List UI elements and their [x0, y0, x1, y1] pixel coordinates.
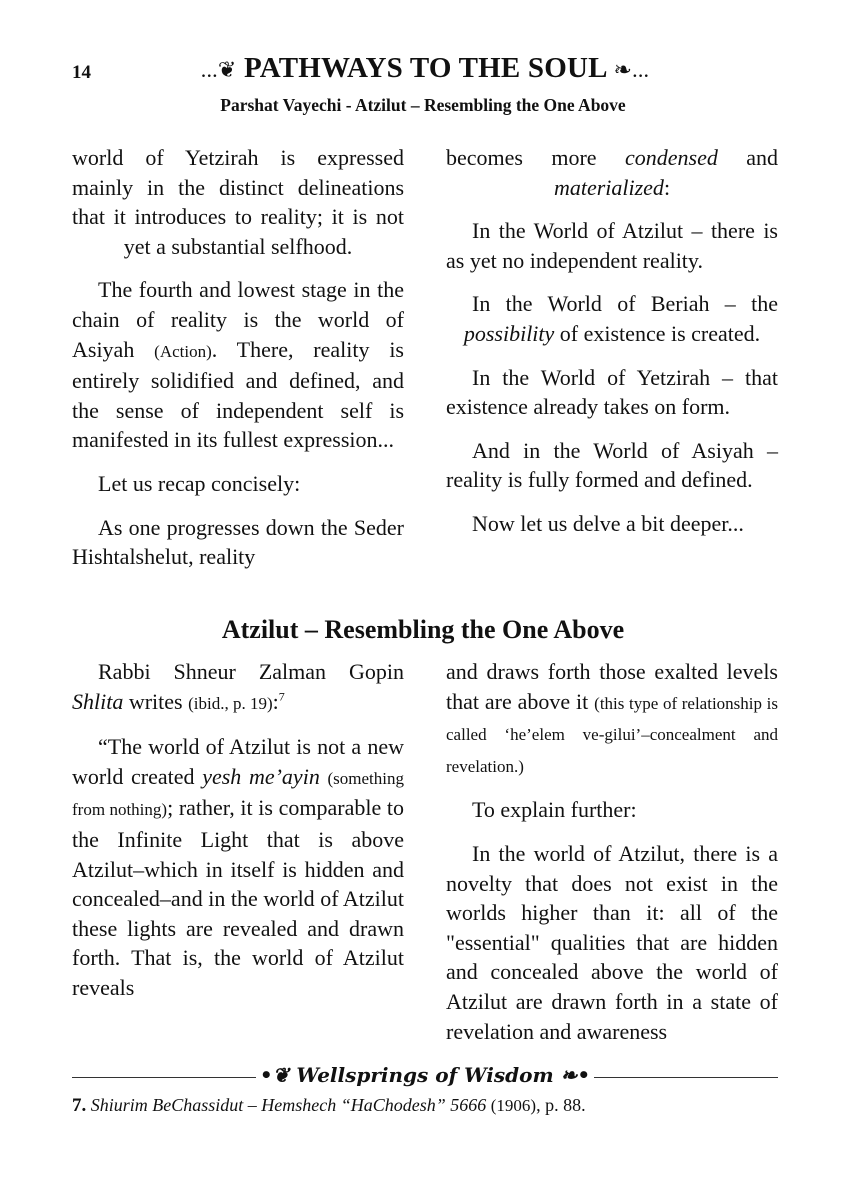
- paragraph: [446, 657, 778, 781]
- text-segment: Let us recap concisely:: [98, 470, 301, 496]
- bottom-right-column: [446, 657, 778, 1060]
- text-segment: Rabbi Shneur Zalman Gopin: [98, 659, 404, 684]
- text-segment: In the world of Atzilut, there is a novelty that does not exist in the worlds higher than it: all of the "essential" qualities that are hidden and concealed above the world of Atzilut are drawn forth in a state of revelation and awareness: [446, 840, 778, 1044]
- text-segment: writes: [123, 688, 189, 714]
- paragraph: [72, 732, 404, 1002]
- footnote-title: Shiurim BeChassidut – Hemshech “HaChodesh” 5666: [90, 1095, 487, 1115]
- paragraph: [446, 289, 778, 348]
- text-segment: ; rather, it is comparable to the Infinite Light that is above Atzilut–which in itself is hidden and concealed–and in the world of Atzilut these lights are revealed and drawn forth. That is, the world of Atzilut reveals: [72, 795, 404, 1000]
- footer-ornament-right-icon: ❧•: [560, 1063, 591, 1087]
- footer-divider: [72, 1065, 778, 1089]
- paragraph: [72, 275, 404, 455]
- text-segment: And in the World of Asiyah – reality is fully formed and defined.: [446, 437, 778, 493]
- footnote-number: 7.: [72, 1095, 87, 1116]
- text-segment: :: [272, 688, 279, 714]
- paragraph: [446, 839, 778, 1046]
- text-segment: In the World of Yetzirah – that existence already takes on form.: [446, 364, 778, 420]
- text-segment: “The world of Atzilut is not a new world created: [72, 734, 404, 789]
- section-heading: Atzilut – Resembling the One Above: [221, 615, 625, 644]
- text-segment: To explain further:: [472, 797, 637, 823]
- bottom-left-column: [72, 657, 404, 1017]
- text-segment: becomes more: [446, 145, 625, 170]
- text-segment: Now let us delve a bit deeper...: [472, 510, 744, 536]
- footnote-ref: 7: [278, 689, 285, 704]
- text-segment: (this type of relationship is called ‘he’elem ve-gilui’–concealment and revelation.): [446, 693, 778, 776]
- text-segment: (Action): [154, 341, 212, 361]
- text-segment: materialized: [553, 174, 664, 200]
- text-segment: As one progresses down the Seder Hishtalshelut, reality: [72, 514, 404, 570]
- text-segment: :: [663, 174, 671, 200]
- text-segment: [320, 764, 328, 789]
- paragraph: [446, 436, 778, 495]
- ornament-left-icon: ...❦: [200, 57, 237, 82]
- page-number: 14: [72, 62, 91, 83]
- top-right-column: [446, 143, 778, 553]
- top-left-column: [72, 143, 404, 586]
- paragraph: [446, 143, 778, 202]
- text-segment: In the World of Atzilut – there is as yet no independent reality.: [446, 218, 778, 273]
- paragraph: [446, 795, 778, 825]
- book-title: PATHWAYS TO THE SOUL: [243, 52, 607, 84]
- paragraph: [446, 216, 778, 275]
- text-segment: . There, reality is entirely solidified and defined, and the sense of independent self is manifested in its fullest expression...: [72, 336, 404, 453]
- running-header: [130, 52, 720, 85]
- paragraph: [72, 513, 404, 572]
- paragraph: [446, 509, 778, 539]
- text-segment: In the World of Beriah – the: [472, 291, 778, 317]
- text-segment: yesh me’ayin: [202, 763, 320, 789]
- text-segment: possibility: [463, 320, 555, 346]
- footer-label: Wellsprings of Wisdom: [296, 1063, 554, 1087]
- text-segment: The fourth and lowest stage in the chain of reality is the world of Asiyah: [72, 277, 404, 362]
- chapter-subtitle: Parshat Vayechi - Atzilut – Resembling the One Above: [220, 95, 626, 115]
- paragraph: [72, 657, 404, 718]
- footnote: [72, 1095, 586, 1117]
- footnote-year: (1906): [490, 1096, 537, 1115]
- text-segment: and: [717, 145, 779, 170]
- paragraph: [72, 143, 404, 261]
- text-segment: and draws forth those exalted levels that are above it: [446, 659, 778, 714]
- text-segment: (something from nothing): [72, 768, 405, 820]
- text-segment: (ibid., p. 19): [188, 693, 273, 713]
- footer-ornament-left-icon: •❦: [259, 1063, 290, 1087]
- ornament-right-icon: ❧...: [613, 57, 650, 82]
- footnote-page: , p. 88.: [536, 1095, 586, 1115]
- paragraph: [446, 363, 778, 422]
- text-segment: of existence is created.: [554, 320, 761, 346]
- paragraph: [72, 469, 404, 499]
- text-segment: Shlita: [72, 688, 124, 714]
- text-segment: world of Yetzirah is expressed mainly in the distinct delineations that it introduces to reality; it is not yet a substantial selfhood.: [72, 145, 404, 259]
- text-segment: condensed: [624, 145, 718, 170]
